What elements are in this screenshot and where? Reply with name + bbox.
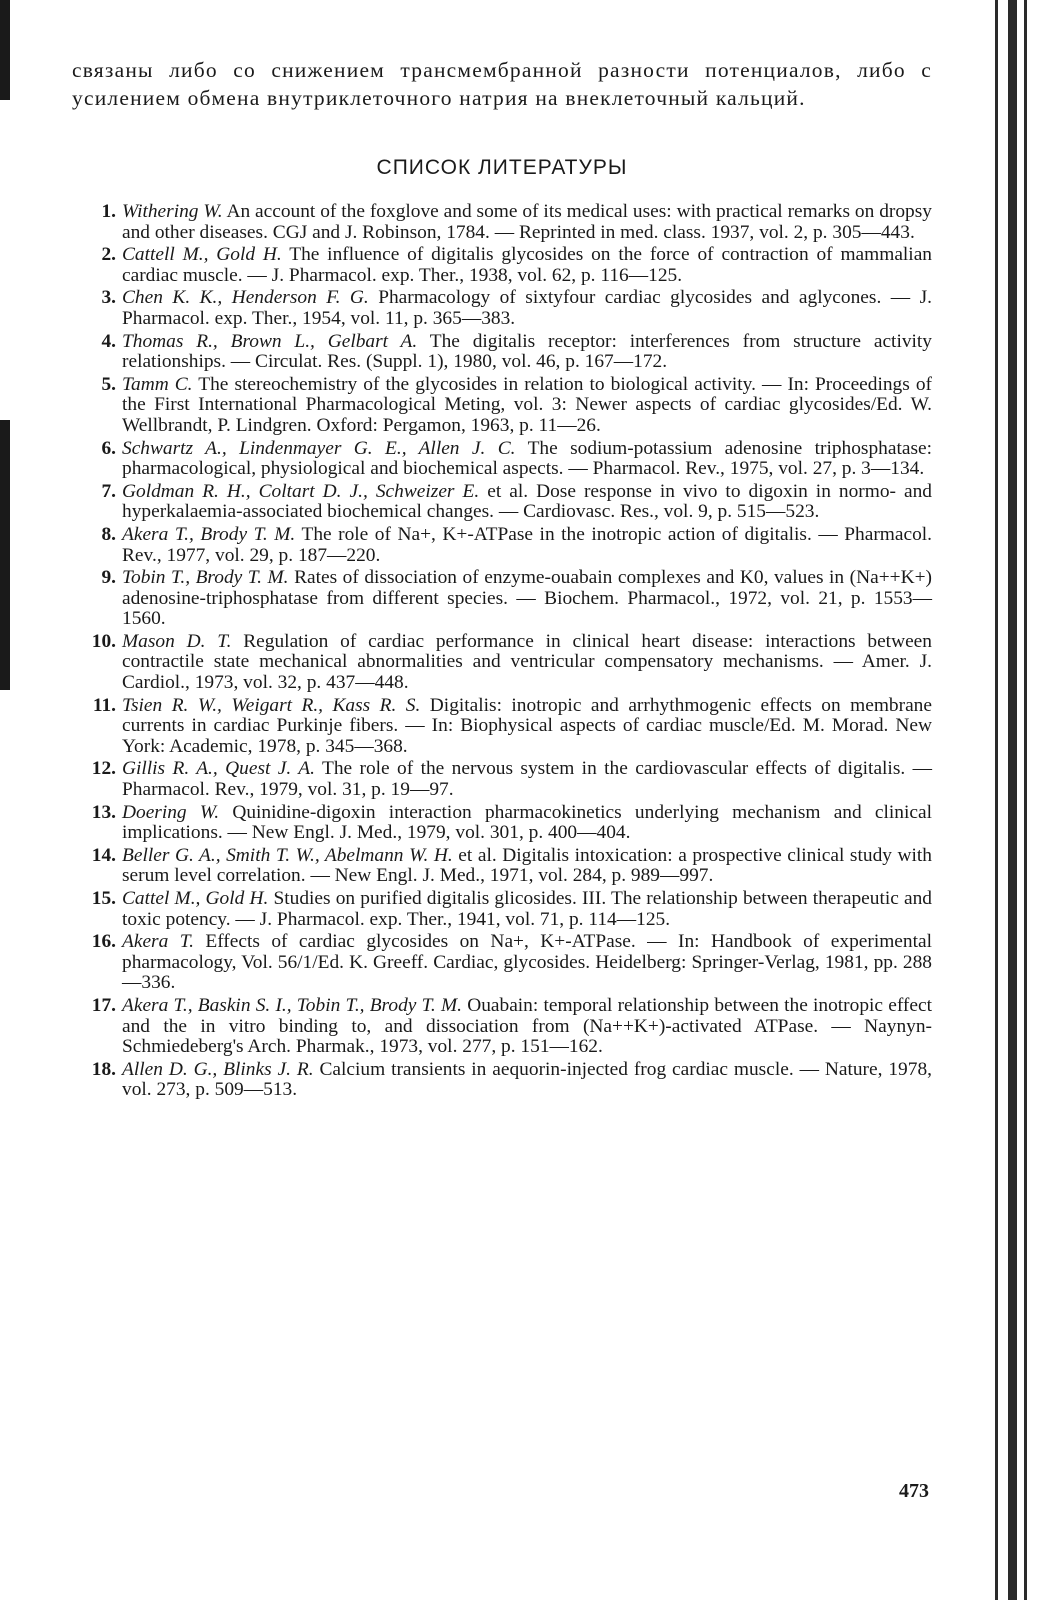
reference-authors: Akera T., Baskin S. I., Tobin T., Brody T. M. <box>122 994 462 1016</box>
reference-authors: Goldman R. H., Coltart D. J., Schweizer E. <box>122 480 480 502</box>
reference-text: Rates of dissociation of enzyme-ouabain complexes and K0, values in (Na++K+) adenosine-triphosphatase from different species. — Biochem. Pharmacol., 1972, vol. 21, p. 1553—1560. <box>122 567 932 630</box>
reference-text: Effects of cardiac glycosides on Na+, K+-ATPase. — In: Handbook of experimental pharmacology, Vol. 56/1/Ed. K. Greeff. Cardiac, glycosides. Heidelberg: Springer-Verlag, 1981, pp. 288—336. <box>122 931 932 994</box>
binding-edge <box>1008 0 1017 1600</box>
reference-item <box>72 375 932 437</box>
reference-text: Digitalis: inotropic and arrhythmogenic effects on membrane currents in cardiac Purkinje fibers. — In: Biophysical aspects of cardiac muscle/Ed. M. Morad. New York: Academic, 1978, p. 345—368. <box>122 694 932 757</box>
reference-text: Studies on purified digitalis glicosides. III. The relationship between therapeutic and toxic potency. — J. Pharmacol. exp. Ther., 1941, vol. 71, p. 114—125. <box>122 888 932 930</box>
reference-item <box>72 803 932 844</box>
reference-text: Calcium transients in aequorin-injected frog cardiac muscle. — Nature, 1978, vol. 273, p. 509—513. <box>122 1058 932 1101</box>
reference-item <box>72 632 932 694</box>
reference-number: 10. <box>91 630 116 652</box>
reference-number: 17. <box>91 994 116 1016</box>
reference-number: 6. <box>101 437 116 459</box>
reference-authors: Allen D. G., Blinks J. R. <box>122 1058 314 1080</box>
reference-list <box>72 202 932 1101</box>
reference-authors: Cattel M., Gold H. <box>122 888 269 909</box>
reference-number: 3. <box>101 287 116 309</box>
reference-number: 7. <box>101 480 116 502</box>
reference-authors: Cattell M., Gold H. <box>122 244 282 266</box>
reference-number: 16. <box>91 931 116 953</box>
reference-number: 8. <box>101 523 116 545</box>
reference-number: 15. <box>91 888 116 909</box>
reference-number: 11. <box>92 694 116 716</box>
reference-authors: Tamm C. <box>122 373 193 395</box>
reference-item <box>72 696 932 758</box>
page-number: 473 <box>899 1480 929 1502</box>
reference-text: Pharmacology of sixtyfour cardiac glycosides and aglycones. — J. Pharmacol. exp. Ther., 1954, vol. 11, p. 365—383. <box>122 287 932 329</box>
reference-authors: Tobin T., Brody T. M. <box>122 567 289 589</box>
reference-text: The influence of digitalis glycosides on the force of contraction of mammalian cardiac muscle. — J. Pharmacol. exp. Ther., 1938, vol. 62, p. 116—125. <box>122 244 932 286</box>
reference-item <box>72 482 932 523</box>
reference-item <box>72 996 932 1058</box>
reference-number: 9. <box>101 567 116 589</box>
reference-item <box>72 525 932 566</box>
reference-authors: Tsien R. W., Weigart R., Kass R. S. <box>122 694 421 716</box>
reference-number: 2. <box>101 244 116 266</box>
reference-authors: Akera T. <box>122 931 194 953</box>
reference-item <box>72 245 932 286</box>
reference-item <box>72 759 932 800</box>
reference-text: The role of the nervous system in the cardiovascular effects of digitalis. — Pharmacol. Rev., 1979, vol. 31, p. 19—97. <box>122 758 932 801</box>
reference-authors: Mason D. T. <box>122 630 232 652</box>
reference-text: The sodium-potassium adenosine triphosphatase: pharmacological, physiological and biochemical aspects. — Pharmacol. Rev., 1975, vol. 27, p. 3—134. <box>122 437 932 480</box>
reference-text: et al. Digitalis intoxication: a prospective clinical study with serum level correlation. — New Engl. J. Med., 1971, vol. 284, p. 989—997. <box>122 844 932 887</box>
reference-item <box>72 846 932 887</box>
reference-text: Regulation of cardiac performance in clinical heart disease: interactions between contractile state mechanical abnormalities and ventricular compensatory mechanisms. — Amer. J. Cardiol., 1973, vol. 32, p. 437—448. <box>122 630 932 694</box>
reference-number: 13. <box>91 801 116 823</box>
reference-item <box>72 332 932 373</box>
reference-item <box>72 932 932 994</box>
reference-item <box>72 202 932 243</box>
reference-item <box>72 1060 932 1101</box>
reference-number: 5. <box>101 373 116 395</box>
binding-edge <box>995 0 998 1600</box>
scan-edge-mark <box>0 420 10 690</box>
reference-authors: Withering W. <box>122 201 223 222</box>
reference-text: The digitalis receptor: interferences from structure activity relationships. — Circulat. Res. (Suppl. 1), 1980, vol. 46, p. 167—172. <box>122 330 932 373</box>
reference-item <box>72 889 932 930</box>
reference-authors: Doering W. <box>122 801 220 823</box>
reference-authors: Thomas R., Brown L., Gelbart A. <box>122 330 418 352</box>
intro-paragraph: связаны либо со снижением трансмембранной разности потенциалов, либо с усилением обмена внутриклеточного натрия на внеклеточный кальций. <box>72 58 932 110</box>
reference-item <box>72 439 932 480</box>
reference-number: 18. <box>91 1058 116 1080</box>
reference-number: 14. <box>91 844 116 866</box>
reference-number: 12. <box>91 758 116 780</box>
page-content <box>72 56 932 1103</box>
reference-authors: Beller G. A., Smith T. W., Abelmann W. H. <box>122 844 453 866</box>
binding-edge <box>1024 0 1027 1600</box>
reference-text: An account of the foxglove and some of its medical uses: with practical remarks on dropsy and other diseases. CGJ and J. Robinson, 1784. — Reprinted in med. class. 1937, vol. 2, p. 305—443. <box>122 201 932 243</box>
reference-authors: Chen K. K., Henderson F. G. <box>122 287 369 309</box>
reference-authors: Akera T., Brody T. M. <box>122 523 296 545</box>
reference-text: The stereochemistry of the glycosides in relation to biological activity. — In: Proceedings of the First International Pharmacological Meting, vol. 3: Newer aspects of cardiac glycosides/Ed. W. Wellbrandt, P. Lindgren. Oxford: Pergamon, 1963, p. 11—26. <box>122 373 932 436</box>
reference-item <box>72 568 932 630</box>
reference-number: 1. <box>101 201 116 222</box>
references-heading: СПИСОК ЛИТЕРАТУРЫ <box>376 156 628 179</box>
reference-authors: Gillis R. A., Quest J. A. <box>122 758 315 780</box>
reference-text: Ouabain: temporal relationship between the inotropic effect and the in vitro binding to, and dissociation from (Na++K+)-activated ATPase. — Naynyn-Schmiedeberg's Arch. Pharmak., 1973, vol. 277, p. 151—162. <box>122 994 932 1058</box>
reference-authors: Schwartz A., Lindenmayer G. E., Allen J. C. <box>122 437 516 459</box>
reference-item <box>72 288 932 329</box>
reference-text: Quinidine-digoxin interaction pharmacokinetics underlying mechanism and clinical implications. — New Engl. J. Med., 1979, vol. 301, p. 400—404. <box>122 801 932 844</box>
reference-text: et al. Dose response in vivo to digoxin in normo- and hyperkalaemia-associated biochemical changes. — Cardiovasc. Res., vol. 9, p. 515—523. <box>122 480 932 523</box>
reference-text: The role of Na+, K+-ATPase in the inotropic action of digitalis. — Pharmacol. Rev., 1977, vol. 29, p. 187—220. <box>122 523 932 566</box>
scan-edge-mark <box>0 0 10 100</box>
reference-number: 4. <box>101 330 116 352</box>
